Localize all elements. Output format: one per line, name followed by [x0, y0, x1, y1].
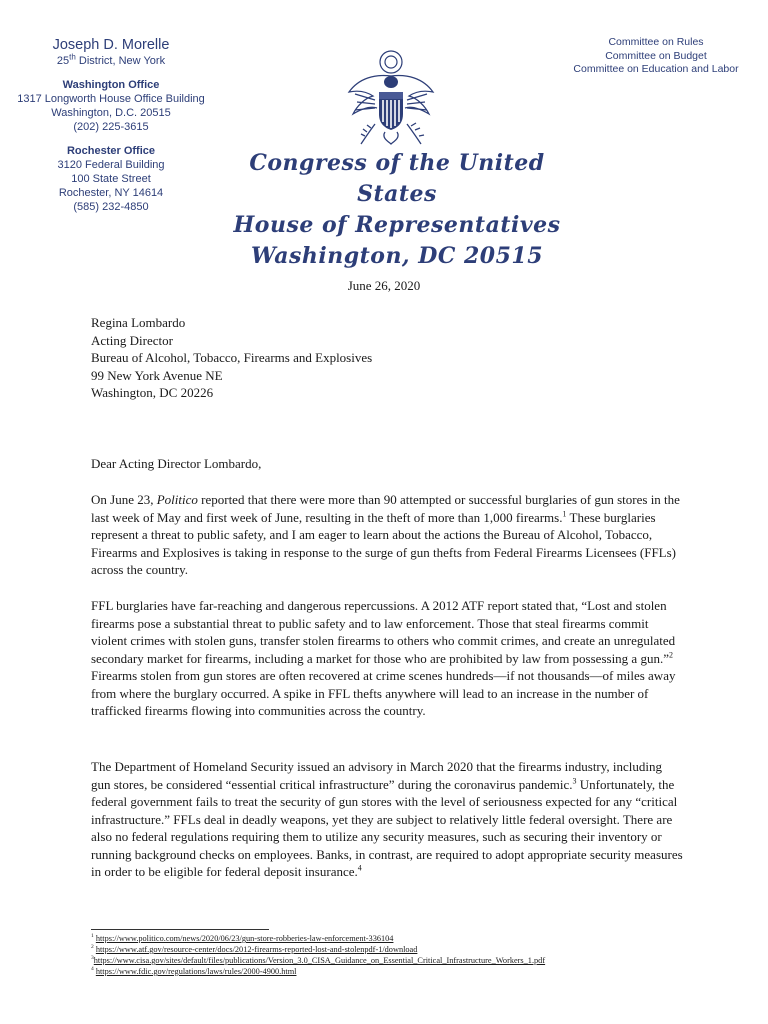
paragraph-text: FFL burglaries have far-reaching and dangerous repercussions. A 2012 ATF report stated that, “Lost and stolen firearms pose a substantial threat to public safety and to law enforcement. Those that steal firearms commit violent crimes with stolen guns, transfer stolen firearms to others who commit crimes, and create an unregulated secondary market for firearms, including a market for those who are prohibited by law from possessing a gun.” — [91, 598, 676, 666]
footnote-item — [91, 966, 545, 977]
rochester-office-title: Rochester Office — [66, 145, 156, 157]
footnote-item — [91, 933, 545, 944]
washington-office-line: 1317 Longworth House Office Building — [17, 93, 205, 105]
congress-letterhead-title — [232, 148, 562, 272]
committee-item: Committee on Rules — [608, 36, 704, 48]
footnote-number: 4 — [91, 966, 94, 973]
rochester-office-line: 100 State Street — [71, 173, 151, 185]
member-name: Joseph D. Morelle — [52, 37, 170, 53]
publication-name: Politico — [156, 492, 198, 507]
footnote-link[interactable]: https://www.atf.gov/resource-center/docs/2012-firearms-reported-lost-and-stolenpdf-1/download — [95, 945, 418, 954]
congress-title-line: Congress of the United States — [249, 150, 545, 207]
committee-item: Committee on Education and Labor — [573, 63, 739, 75]
body-paragraph — [91, 491, 683, 579]
paragraph-text: Unfortunately, the federal government fails to treat the security of gun stores with the level of seriousness expected for any “critical infrastructure.” FFLs deal in deadly weapons, yet they are subject to relatively little federal oversight. There are also no federal regulations requiring them to utilize any security measures, such as securing their inventory or running background checks on employees. Banks, in contrast, are required to adopt appropriate security measures in order to be eligible for federal deposit insurance. — [91, 776, 683, 879]
washington-office-title: Washington Office — [62, 79, 160, 91]
paragraph-text: These burglaries represent a threat to public safety, and I am eager to learn about the actions the Bureau of Alcohol, Tobacco, Firearms and Explosives is taking in response to the surge of gun thefts from Federal Firearms Licensees (FFLs) across the country. — [91, 509, 677, 577]
washington-office-line: Washington, D.C. 20515 — [51, 107, 171, 119]
paragraph-text: reported that there were more than 90 attempted or successful burglaries of gun stores in the last week of May and first week of June, resulting in the theft of more than 1,000 firearms. — [91, 492, 680, 525]
footnotes — [91, 933, 545, 977]
district-ordinal: th — [69, 52, 76, 62]
footnote-ref[interactable]: 2 — [668, 650, 673, 660]
footnote-divider — [91, 929, 269, 930]
letter-date: June 26, 2020 — [347, 278, 421, 293]
footnote-ref[interactable]: 4 — [357, 863, 362, 873]
recipient-address — [91, 314, 372, 402]
member-contact-block — [0, 36, 222, 214]
paragraph-text: Firearms stolen from gun stores are often recovered at crime scenes hundreds—if not thousands—of miles away from where the burglary occurred. A spike in FFL thefts anywhere will lead to an increase in the number of trafficked firearms flowing into communities across the country. — [91, 668, 676, 718]
recipient-line: Acting Director — [91, 332, 173, 348]
member-district — [0, 54, 222, 68]
recipient-line: Regina Lombardo — [91, 315, 186, 330]
footnote-ref[interactable]: 1 — [562, 509, 567, 519]
washington-office-phone: (202) 225-3615 — [73, 121, 149, 133]
footnote-link[interactable]: https://www.cisa.gov/sites/default/files/publications/Version_3.0_CISA_Guidance_on_Essential_Critical_Infrastructure_Workers_1.pdf — [93, 956, 546, 965]
paragraph-text: On June 23, — [91, 492, 157, 507]
address-title-line: Washington, DC 20515 — [250, 243, 544, 269]
body-paragraph — [91, 758, 683, 881]
footnote-link[interactable]: https://www.fdic.gov/regulations/laws/rules/2000-4900.html — [95, 967, 297, 976]
committee-item: Committee on Budget — [605, 49, 707, 62]
recipient-line: Washington, DC 20226 — [91, 385, 214, 400]
footnote-item — [91, 955, 545, 966]
eagle-seal-graphic — [345, 48, 437, 148]
congressional-seal-icon — [345, 48, 437, 148]
rochester-office-phone: (585) 232-4850 — [73, 201, 149, 213]
district-text: District, New York — [75, 55, 166, 67]
salutation: Dear Acting Director Lombardo, — [91, 456, 262, 471]
recipient-line: 99 New York Avenue NE — [91, 367, 223, 383]
district-number: 25 — [56, 55, 70, 67]
paragraph-text: The Department of Homeland Security issued an advisory in March 2020 that the firearms industry, including gun stores, be considered “essential critical infrastructure” during the coronavirus pandemic. — [91, 759, 663, 792]
footnote-number: 1 — [91, 933, 94, 940]
rochester-office-line: 3120 Federal Building — [57, 159, 165, 171]
house-title-line: House of Representatives — [233, 212, 561, 238]
footnote-number: 3 — [91, 955, 94, 962]
footnote-ref[interactable]: 3 — [572, 776, 577, 786]
recipient-line: Bureau of Alcohol, Tobacco, Firearms and Explosives — [91, 350, 373, 365]
footnote-number: 2 — [91, 944, 94, 951]
body-paragraph — [91, 597, 683, 720]
rochester-office-line: Rochester, NY 14614 — [58, 187, 164, 199]
committee-list — [556, 36, 756, 77]
footnote-item — [91, 944, 545, 955]
footnote-link[interactable]: https://www.politico.com/news/2020/06/23/gun-store-robberies-law-enforcement-336104 — [95, 934, 394, 943]
